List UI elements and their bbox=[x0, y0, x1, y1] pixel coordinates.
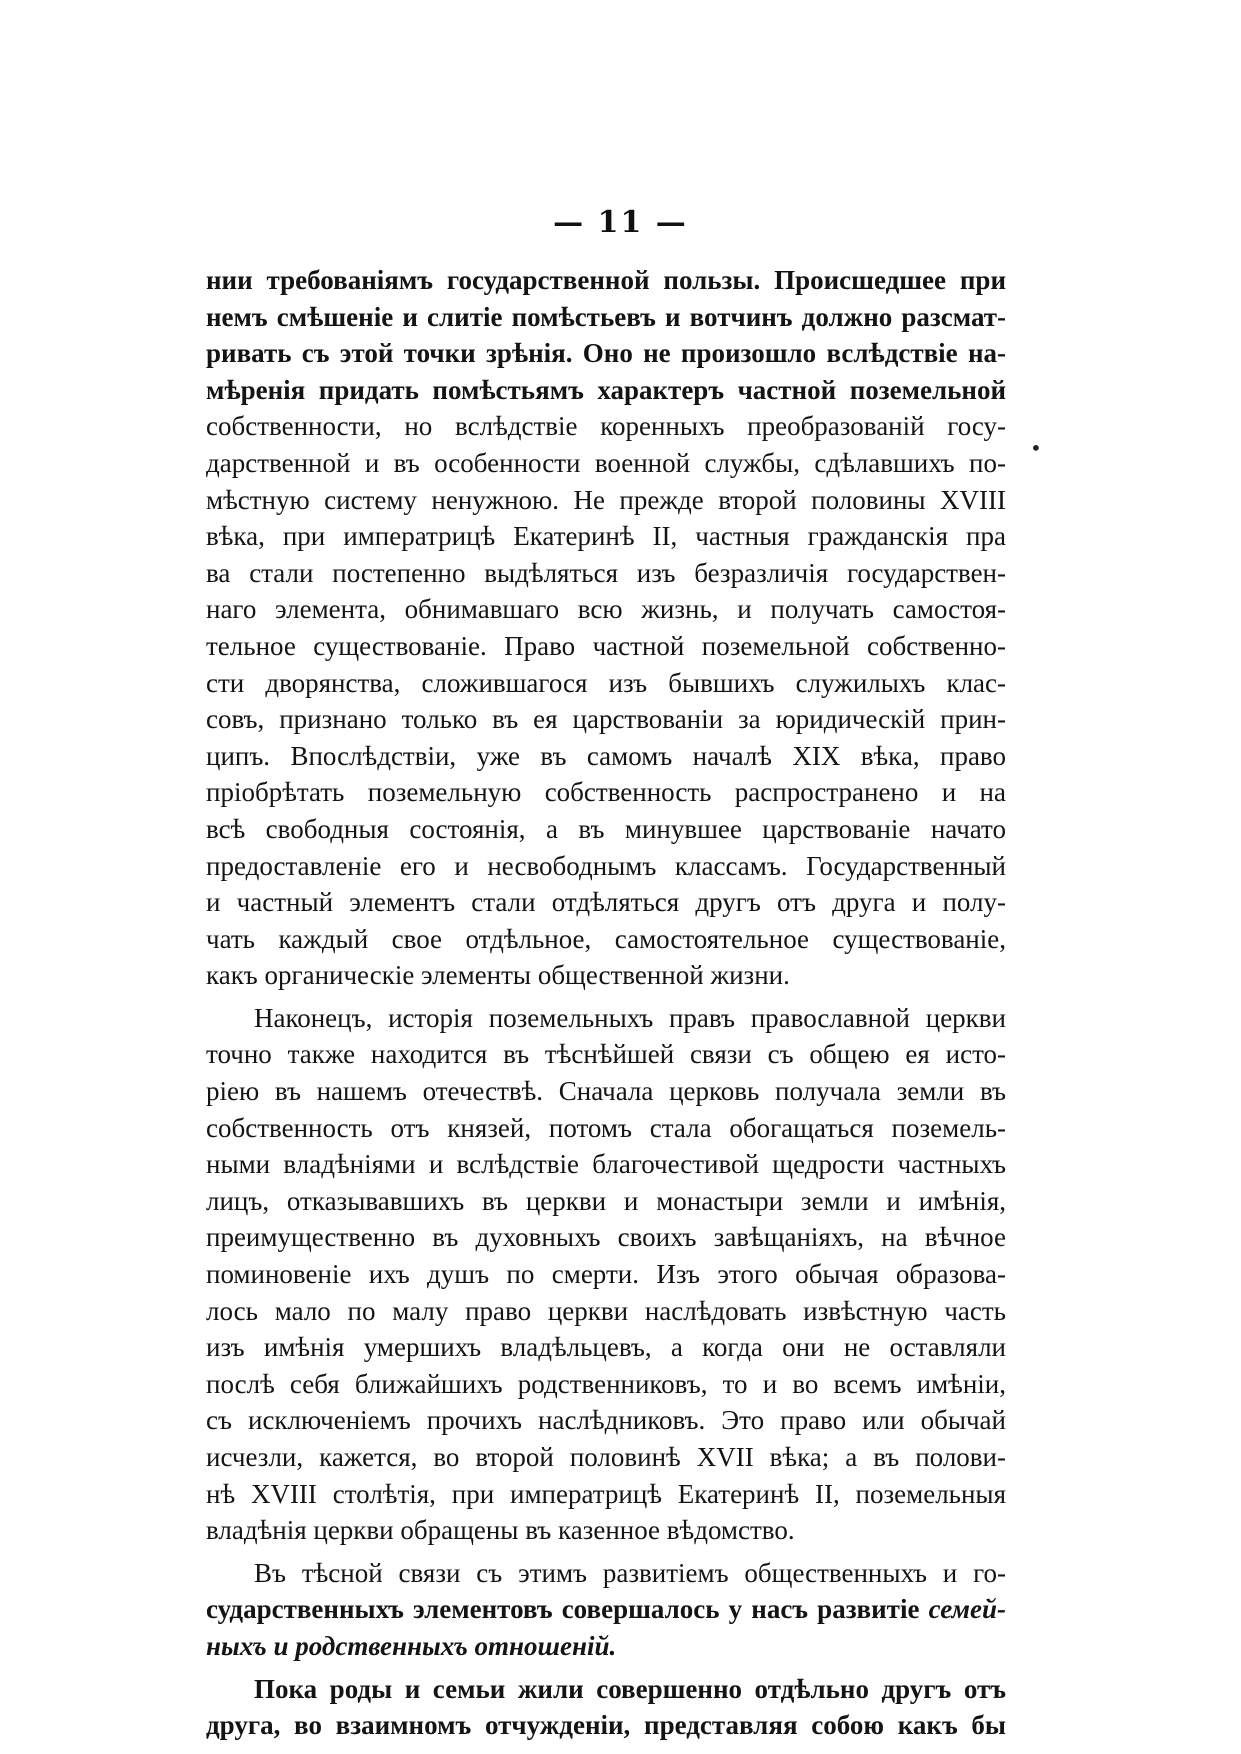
text-line bbox=[206, 1183, 1006, 1220]
page-number: — 11 — bbox=[553, 205, 688, 240]
text-line bbox=[206, 1512, 1006, 1549]
text-line bbox=[206, 1366, 1006, 1403]
text-line-content: какъ органическіе элементы общественной жизни. bbox=[206, 960, 790, 991]
text-line-content: ципъ. Впослѣдствіи, уже въ самомъ началѣ XIX вѣка, право bbox=[206, 740, 1006, 771]
text-line bbox=[206, 372, 1006, 409]
text-line bbox=[206, 1146, 1006, 1183]
emphasized-text: семей- bbox=[928, 1594, 1006, 1625]
paragraph bbox=[206, 262, 1006, 994]
text-line bbox=[206, 1036, 1006, 1073]
text-line bbox=[206, 1293, 1006, 1330]
paragraph bbox=[206, 1671, 1006, 1744]
text-line-content: собственности, но вслѣдствіе коренныхъ преобразованій госу- bbox=[206, 411, 1006, 442]
text-line bbox=[206, 1591, 1006, 1628]
text-line-content: изъ имѣнія умершихъ владѣльцевъ, а когда они не оставляли bbox=[206, 1332, 1006, 1363]
text-line-content: Въ тѣсной связи съ этимъ развитіемъ общественныхъ и го- bbox=[254, 1557, 1006, 1588]
text-line bbox=[206, 848, 1006, 885]
text-line-content: сударственныхъ элементовъ совершалось у насъ развитіе bbox=[206, 1594, 929, 1625]
text-line-content: собственность отъ князей, потомъ стала обогащаться поземель- bbox=[206, 1112, 1006, 1143]
text-line-content: наго элемента, обнимавшаго всю жизнь, и получать самостоя- bbox=[206, 594, 1006, 625]
text-line bbox=[206, 1219, 1006, 1256]
body-text bbox=[206, 262, 1006, 1744]
text-line bbox=[206, 445, 1006, 482]
text-line bbox=[206, 1628, 1006, 1665]
text-line bbox=[206, 957, 1006, 994]
text-line bbox=[206, 591, 1006, 628]
text-line bbox=[206, 335, 1006, 372]
text-line-content: пріобрѣтать поземельную собственность распространено и на bbox=[206, 777, 1006, 808]
text-line-content: сти дворянства, сложившагося изъ бывшихъ служилыхъ клас- bbox=[206, 667, 1006, 698]
text-line bbox=[206, 738, 1006, 775]
text-line bbox=[206, 1256, 1006, 1293]
text-line bbox=[206, 1707, 1006, 1744]
text-line-content: нии требованіямъ государственной пользы. Происшедшее при bbox=[206, 265, 1006, 295]
text-line-content: исчезли, кажется, во второй половинѣ XVII вѣка; а въ полови- bbox=[206, 1442, 1006, 1472]
text-line bbox=[206, 1073, 1006, 1110]
text-line-content: друга, во взаимномъ отчужденіи, представляя собою какъ бы bbox=[206, 1710, 1006, 1741]
text-line-content: съ исключеніемъ прочихъ наслѣдниковъ. Это право или обычай bbox=[206, 1405, 1006, 1436]
text-line-content: Пока роды и семьи жили совершенно отдѣльно другъ отъ bbox=[254, 1673, 1006, 1704]
text-line-content: мѣренія придать помѣстьямъ характеръ частной поземельной bbox=[206, 374, 1006, 405]
text-line-content: дарственной и въ особенности военной службы, сдѣлавшихъ по- bbox=[206, 447, 1006, 478]
text-line bbox=[206, 628, 1006, 665]
text-line-content: ными владѣніями и вслѣдствіе благочестивой щедрости частныхъ bbox=[206, 1149, 1006, 1180]
text-line-content: Наконецъ, исторія поземельныхъ правъ православной церкви bbox=[254, 1002, 1006, 1033]
text-line-content: послѣ себя ближайшихъ родственниковъ, то и во всемъ имѣніи, bbox=[206, 1368, 1006, 1399]
text-line bbox=[206, 1402, 1006, 1439]
text-line-content: и частный элементъ стали отдѣляться другъ отъ друга и полу- bbox=[206, 887, 1006, 918]
text-line bbox=[206, 774, 1006, 811]
text-line-content: точно также находится въ тѣснѣйшей связи съ общею ея исто- bbox=[206, 1039, 1006, 1070]
text-line-content: владѣнія церкви обращены въ казенное вѣдомство. bbox=[206, 1515, 795, 1546]
text-line-content: немъ смѣшеніе и слитіе помѣстьевъ и вотчинъ должно разсмат- bbox=[206, 301, 1006, 332]
paragraph bbox=[206, 1555, 1006, 1665]
text-line bbox=[206, 1439, 1006, 1476]
margin-mark: • bbox=[1030, 436, 1042, 460]
text-line bbox=[206, 811, 1006, 848]
text-line-content: чать каждый свое отдѣльное, самостоятельное существованіе, bbox=[206, 923, 1006, 954]
text-line-content: совъ, признано только въ ея царствованіи за юридическій прин- bbox=[206, 704, 1006, 735]
text-line-content: всѣ свободныя состоянія, а въ минувшее царствованіе начато bbox=[206, 813, 1006, 844]
text-line-content: предоставленіе его и несвободнымъ классамъ. Государственный bbox=[206, 850, 1006, 881]
text-line bbox=[206, 884, 1006, 921]
text-line bbox=[206, 1476, 1006, 1513]
text-line bbox=[206, 701, 1006, 738]
text-line bbox=[206, 1110, 1006, 1147]
text-line bbox=[206, 408, 1006, 445]
text-line bbox=[206, 1555, 1006, 1592]
text-line bbox=[206, 555, 1006, 592]
text-line bbox=[206, 518, 1006, 555]
text-line bbox=[206, 299, 1006, 336]
text-line bbox=[206, 482, 1006, 519]
text-line bbox=[206, 921, 1006, 958]
text-line-content: мѣстную систему ненужною. Не прежде второй половины XVIII bbox=[206, 484, 1006, 515]
text-line-content: ривать съ этой точки зрѣнія. Оно не произошло вслѣдствіе на- bbox=[206, 338, 1006, 369]
text-line bbox=[206, 262, 1006, 299]
text-line bbox=[206, 1671, 1006, 1708]
text-line-content: преимущественно въ духовныхъ своихъ завѣщаніяхъ, на вѣчное bbox=[206, 1222, 1006, 1253]
text-line bbox=[206, 1000, 1006, 1037]
text-line-content: нѣ XVIII столѣтія, при императрицѣ Екатеринѣ II, поземельныя bbox=[206, 1478, 1006, 1509]
emphasized-text: ныхъ и родственныхъ отношеній. bbox=[206, 1630, 617, 1661]
text-line bbox=[206, 1329, 1006, 1366]
text-line-content: ва стали постепенно выдѣляться изъ безразличія государствен- bbox=[206, 557, 1006, 588]
text-line-content: лось мало по малу право церкви наслѣдовать извѣстную часть bbox=[206, 1295, 1006, 1326]
paragraph bbox=[206, 1000, 1006, 1549]
text-line bbox=[206, 665, 1006, 702]
text-line-content: поминовеніе ихъ душъ по смерти. Изъ этого обычая образова- bbox=[206, 1259, 1006, 1290]
text-line-content: тельное существованіе. Право частной поземельной собственно- bbox=[206, 630, 1006, 661]
text-line-content: ріею въ нашемъ отечествѣ. Сначала церковь получала земли въ bbox=[206, 1076, 1006, 1107]
text-line-content: лицъ, отказывавшихъ въ церкви и монастыри земли и имѣнія, bbox=[206, 1185, 1006, 1216]
text-line-content: вѣка, при императрицѣ Екатеринѣ II, частныя гражданскія пра bbox=[206, 521, 1006, 552]
